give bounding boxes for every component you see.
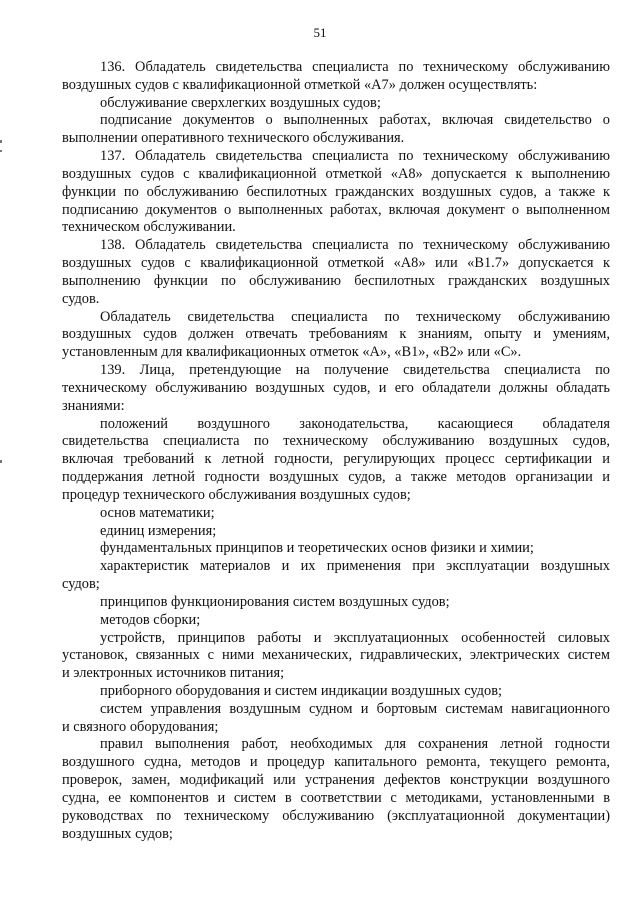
text-line: характеристик материалов и их применения при эксплуатации воздушных (100, 558, 610, 575)
document-body (62, 59, 610, 843)
text-line: систем управления воздушным судном и бортовым системам навигационного (100, 700, 610, 717)
text-line: положений воздушного законодательства, касающиеся обладателя (100, 415, 610, 432)
text-line: 136. Обладатель свидетельства специалиста по техническому обслуживанию (100, 59, 610, 75)
text-line: судна, ее компонентов и систем в соответствии с методиками, установленными в (62, 789, 610, 806)
text-line: фундаментальных принципов и теоретических основ физики и химии; (100, 540, 534, 557)
text-line: выполнении оперативного технического обслуживания. (62, 130, 405, 147)
text-line: воздушных судов с квалификационной отметкой «А8» допускается к выполнению (62, 165, 610, 182)
text-line: поддержания летной годности воздушных судов, а также методов организации и (62, 469, 610, 486)
page-number: 51 (313, 25, 327, 40)
text-line: Обладатель свидетельства специалиста по техническому обслуживанию (100, 308, 610, 325)
text-line: принципов функционирования систем воздушных судов; (100, 593, 450, 610)
text-line: процедур технического обслуживания воздушных судов; (62, 486, 411, 503)
text-line: воздушного судна, методов и процедур капитального ремонта, текущего ремонта, (62, 754, 610, 771)
text-line: единиц измерения; (100, 522, 217, 539)
text-line: 137. Обладатель свидетельства специалиста по техническому обслуживанию (100, 148, 610, 165)
text-line: устройств, принципов работы и эксплуатационных особенностей силовых (100, 629, 610, 646)
text-line: руководствах по техническому обслуживанию (эксплуатационной документации) (62, 807, 610, 824)
text-line: техническом обслуживании. (62, 219, 236, 236)
text-line: выполнению функции по обслуживанию беспилотных гражданских воздушных (62, 272, 610, 289)
text-line: основ математики; (100, 504, 215, 521)
text-line: обслуживание сверхлегких воздушных судов; (100, 94, 381, 111)
text-line: 139. Лица, претендующие на получение свидетельства специалиста по (100, 362, 610, 379)
text-line: приборного оборудования и систем индикации воздушных судов; (100, 682, 502, 699)
text-line: знаниями: (62, 397, 125, 414)
text-line: включая требований к летной годности, регулирующих процесс сертификации и (62, 451, 610, 468)
text-line: проверок, замен, модификаций или устранения дефектов конструкции воздушного (62, 772, 610, 789)
text-line: судов; (62, 576, 100, 593)
text-line: воздушных судов; (62, 825, 173, 842)
text-line: и электронных источников питания; (62, 665, 285, 682)
scan-edge-marks (0, 0, 4, 907)
text-line: техническому обслуживанию воздушных судов, и его обладатели должны обладать (62, 379, 610, 396)
text-line: методов сборки; (100, 611, 201, 628)
text-line: свидетельства специалиста по техническому обслуживанию воздушных судов, (62, 433, 610, 450)
text-line: судов. (62, 290, 100, 307)
text-line: правил выполнения работ, необходимых для сохранения летной годности (100, 736, 610, 753)
text-line: функции по обслуживанию беспилотных гражданских воздушных судов, а также к (62, 183, 610, 200)
text-line: воздушных судов с квалификационной отметкой «А8» или «В1.7» допускается к (62, 255, 610, 272)
text-line: и связного оборудования; (62, 718, 219, 735)
text-line: установленным для квалификационных отметок «А», «В1», «В2» или «С». (62, 344, 522, 361)
text-line: воздушных судов с квалификационной отметкой «А7» должен осуществлять: (62, 76, 538, 93)
scan-edge-mark (0, 460, 2, 463)
text-line: подписание документов о выполненных работах, включая свидетельство о (100, 112, 610, 129)
text-line: 138. Обладатель свидетельства специалиста по техническому обслуживанию (100, 237, 610, 254)
scan-edge-mark (0, 150, 2, 152)
text-line: подписанию документов о выполненных работах, включая документ о выполненном (62, 201, 610, 218)
text-line: воздушных судов должен отвечать требованиям к знаниям, опыту и умениям, (62, 326, 610, 343)
text-line: установок, связанных с ними механических, гидравлических, электрических систем (62, 647, 610, 664)
scan-edge-mark (0, 140, 2, 143)
